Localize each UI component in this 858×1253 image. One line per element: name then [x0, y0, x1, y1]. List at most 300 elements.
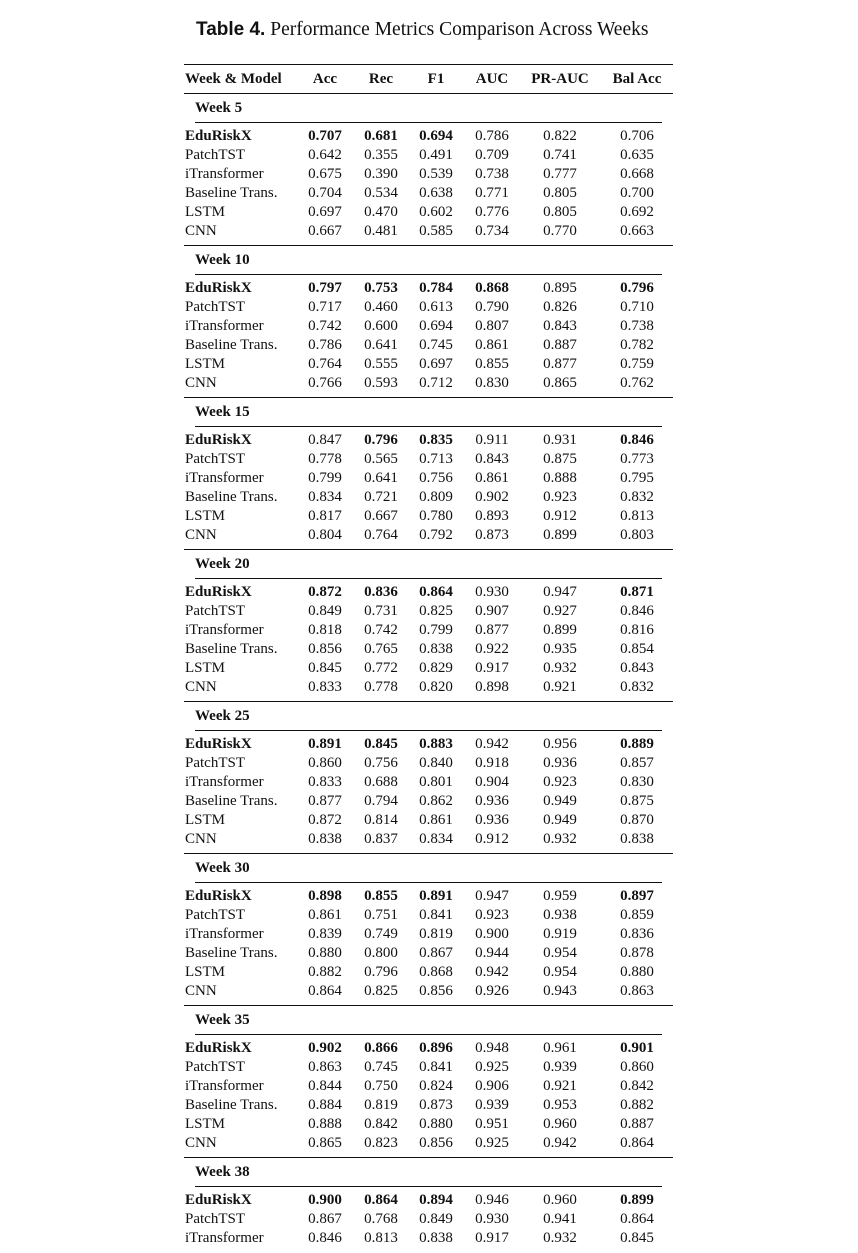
cell-rec: 0.842	[364, 1116, 398, 1132]
cell-auc: 0.906	[475, 1078, 509, 1094]
table-row	[184, 507, 673, 526]
cell-bal-acc: 0.864	[620, 1135, 654, 1151]
cell-auc: 0.947	[475, 888, 509, 904]
table-row	[184, 1039, 673, 1058]
model-name: LSTM	[185, 812, 226, 828]
model-name: PatchTST	[185, 299, 245, 315]
model-name: CNN	[185, 831, 217, 847]
cell-rec: 0.796	[364, 964, 398, 980]
cell-rec: 0.756	[364, 755, 398, 771]
table-row	[184, 602, 673, 621]
cell-bal-acc: 0.880	[620, 964, 654, 980]
cell-pr-auc: 0.941	[543, 1211, 577, 1227]
cell-acc: 0.707	[308, 128, 342, 144]
cell-bal-acc: 0.762	[620, 375, 654, 391]
cell-rec: 0.688	[364, 774, 398, 790]
cell-bal-acc: 0.843	[620, 660, 654, 676]
table-row	[184, 1077, 673, 1096]
table-header-row	[184, 65, 673, 94]
header-auc: AUC	[475, 71, 509, 87]
table-row	[184, 811, 673, 830]
cell-auc: 0.917	[475, 1230, 509, 1246]
cell-f1: 0.799	[419, 622, 453, 638]
model-name: Baseline Trans.	[185, 793, 278, 809]
model-name: PatchTST	[185, 907, 245, 923]
cell-auc: 0.948	[475, 1040, 509, 1056]
group-title: Week 25	[195, 708, 250, 724]
model-name: LSTM	[185, 964, 226, 980]
week-group	[184, 549, 673, 701]
model-name: Baseline Trans.	[185, 489, 278, 505]
cell-f1: 0.856	[419, 983, 453, 999]
cell-bal-acc: 0.901	[620, 1040, 654, 1056]
table-row	[184, 146, 673, 165]
model-name: Baseline Trans.	[185, 641, 278, 657]
table-row	[184, 374, 673, 393]
cell-pr-auc: 0.822	[543, 128, 577, 144]
cell-auc: 0.911	[475, 432, 509, 448]
model-name: PatchTST	[185, 755, 245, 771]
cell-bal-acc: 0.832	[620, 489, 654, 505]
cell-acc: 0.818	[308, 622, 342, 638]
cell-bal-acc: 0.846	[620, 603, 654, 619]
table-row	[184, 773, 673, 792]
header-week-model: Week & Model	[185, 71, 282, 87]
cell-f1: 0.896	[419, 1040, 453, 1056]
cell-rec: 0.864	[364, 1192, 398, 1208]
cell-pr-auc: 0.805	[543, 204, 577, 220]
cell-bal-acc: 0.863	[620, 983, 654, 999]
cell-acc: 0.764	[308, 356, 342, 372]
cell-bal-acc: 0.871	[620, 584, 654, 600]
cell-pr-auc: 0.923	[543, 489, 577, 505]
cell-f1: 0.834	[419, 831, 453, 847]
table-row	[184, 830, 673, 849]
cell-f1: 0.745	[419, 337, 453, 353]
cell-bal-acc: 0.838	[620, 831, 654, 847]
cell-auc: 0.786	[475, 128, 509, 144]
cell-rec: 0.825	[364, 983, 398, 999]
table-row	[184, 279, 673, 298]
cell-pr-auc: 0.959	[543, 888, 577, 904]
cell-rec: 0.768	[364, 1211, 398, 1227]
cell-auc: 0.861	[475, 337, 509, 353]
cell-pr-auc: 0.935	[543, 641, 577, 657]
cell-acc: 0.884	[308, 1097, 342, 1113]
cell-bal-acc: 0.795	[620, 470, 654, 486]
cell-pr-auc: 0.939	[543, 1059, 577, 1075]
model-name: CNN	[185, 1135, 217, 1151]
cell-bal-acc: 0.854	[620, 641, 654, 657]
cell-f1: 0.856	[419, 1135, 453, 1151]
cell-bal-acc: 0.832	[620, 679, 654, 695]
cell-bal-acc: 0.897	[620, 888, 654, 904]
cell-rec: 0.837	[364, 831, 398, 847]
cell-acc: 0.880	[308, 945, 342, 961]
cell-rec: 0.355	[364, 147, 398, 163]
group-title-row	[184, 854, 673, 882]
cell-auc: 0.942	[475, 964, 509, 980]
table-row	[184, 925, 673, 944]
cell-acc: 0.861	[308, 907, 342, 923]
cell-bal-acc: 0.759	[620, 356, 654, 372]
cell-auc: 0.925	[475, 1059, 509, 1075]
model-name: iTransformer	[185, 1078, 264, 1094]
table-row	[184, 944, 673, 963]
model-name: EduRiskX	[185, 1192, 252, 1208]
cell-auc: 0.930	[475, 1211, 509, 1227]
week-group	[184, 1005, 673, 1157]
table-row	[184, 184, 673, 203]
week-group	[184, 853, 673, 1005]
cell-rec: 0.390	[364, 166, 398, 182]
cell-rec: 0.470	[364, 204, 398, 220]
cell-auc: 0.944	[475, 945, 509, 961]
cell-rec: 0.731	[364, 603, 398, 619]
cell-f1: 0.613	[419, 299, 453, 315]
cell-pr-auc: 0.936	[543, 755, 577, 771]
table-row	[184, 792, 673, 811]
cell-auc: 0.790	[475, 299, 509, 315]
cell-auc: 0.877	[475, 622, 509, 638]
table-row	[184, 906, 673, 925]
cell-pr-auc: 0.770	[543, 223, 577, 239]
table-caption	[196, 19, 648, 41]
header-acc: Acc	[312, 71, 338, 87]
table-row	[184, 526, 673, 545]
cell-pr-auc: 0.960	[543, 1116, 577, 1132]
week-group	[184, 397, 673, 549]
table-row	[184, 203, 673, 222]
cell-acc: 0.675	[308, 166, 342, 182]
cell-rec: 0.796	[364, 432, 398, 448]
cell-bal-acc: 0.830	[620, 774, 654, 790]
cell-acc: 0.834	[308, 489, 342, 505]
group-rows	[184, 1187, 673, 1252]
cell-acc: 0.846	[308, 1230, 342, 1246]
table-row	[184, 317, 673, 336]
model-name: CNN	[185, 223, 217, 239]
cell-bal-acc: 0.803	[620, 527, 654, 543]
cell-acc: 0.704	[308, 185, 342, 201]
cell-pr-auc: 0.923	[543, 774, 577, 790]
model-name: EduRiskX	[185, 584, 252, 600]
model-name: EduRiskX	[185, 128, 252, 144]
cell-pr-auc: 0.887	[543, 337, 577, 353]
cell-acc: 0.867	[308, 1211, 342, 1227]
group-title: Week 15	[195, 404, 250, 420]
table-row	[184, 165, 673, 184]
table-row	[184, 355, 673, 374]
cell-pr-auc: 0.931	[543, 432, 577, 448]
table-row	[184, 621, 673, 640]
group-title: Week 10	[195, 252, 250, 268]
cell-pr-auc: 0.960	[543, 1192, 577, 1208]
cell-auc: 0.936	[475, 812, 509, 828]
cell-acc: 0.882	[308, 964, 342, 980]
cell-acc: 0.863	[308, 1059, 342, 1075]
model-name: LSTM	[185, 1116, 226, 1132]
table-row	[184, 887, 673, 906]
cell-auc: 0.898	[475, 679, 509, 695]
cell-acc: 0.872	[308, 584, 342, 600]
cell-f1: 0.835	[419, 432, 453, 448]
cell-bal-acc: 0.813	[620, 508, 654, 524]
cell-auc: 0.873	[475, 527, 509, 543]
cell-auc: 0.912	[475, 831, 509, 847]
table-body	[184, 94, 673, 1252]
cell-f1: 0.891	[419, 888, 453, 904]
model-name: iTransformer	[185, 774, 264, 790]
model-name: LSTM	[185, 204, 226, 220]
model-name: CNN	[185, 527, 217, 543]
cell-auc: 0.776	[475, 204, 509, 220]
cell-pr-auc: 0.805	[543, 185, 577, 201]
cell-f1: 0.713	[419, 451, 453, 467]
header-pr-auc: PR-AUC	[531, 71, 589, 87]
cell-auc: 0.861	[475, 470, 509, 486]
cell-acc: 0.860	[308, 755, 342, 771]
cell-acc: 0.786	[308, 337, 342, 353]
cell-pr-auc: 0.741	[543, 147, 577, 163]
model-name: iTransformer	[185, 622, 264, 638]
cell-rec: 0.819	[364, 1097, 398, 1113]
cell-f1: 0.868	[419, 964, 453, 980]
cell-bal-acc: 0.663	[620, 223, 654, 239]
group-rows	[184, 731, 673, 853]
table-row	[184, 1096, 673, 1115]
cell-auc: 0.926	[475, 983, 509, 999]
cell-auc: 0.709	[475, 147, 509, 163]
cell-f1: 0.867	[419, 945, 453, 961]
cell-auc: 0.904	[475, 774, 509, 790]
group-title-row	[184, 702, 673, 730]
cell-f1: 0.792	[419, 527, 453, 543]
cell-pr-auc: 0.956	[543, 736, 577, 752]
cell-acc: 0.742	[308, 318, 342, 334]
cell-pr-auc: 0.919	[543, 926, 577, 942]
cell-bal-acc: 0.857	[620, 755, 654, 771]
cell-pr-auc: 0.932	[543, 831, 577, 847]
week-group	[184, 245, 673, 397]
cell-acc: 0.865	[308, 1135, 342, 1151]
group-title: Week 35	[195, 1012, 250, 1028]
cell-pr-auc: 0.912	[543, 508, 577, 524]
cell-bal-acc: 0.796	[620, 280, 654, 296]
cell-bal-acc: 0.773	[620, 451, 654, 467]
model-name: iTransformer	[185, 926, 264, 942]
model-name: iTransformer	[185, 1230, 264, 1246]
table-row	[184, 450, 673, 469]
cell-f1: 0.824	[419, 1078, 453, 1094]
cell-acc: 0.799	[308, 470, 342, 486]
cell-rec: 0.800	[364, 945, 398, 961]
group-rows	[184, 427, 673, 549]
group-rows	[184, 123, 673, 245]
cell-rec: 0.742	[364, 622, 398, 638]
table-caption-text: Performance Metrics Comparison Across Weeks	[270, 19, 649, 40]
cell-acc: 0.717	[308, 299, 342, 315]
cell-rec: 0.565	[364, 451, 398, 467]
cell-rec: 0.751	[364, 907, 398, 923]
cell-rec: 0.600	[364, 318, 398, 334]
cell-f1: 0.819	[419, 926, 453, 942]
model-name: Baseline Trans.	[185, 337, 278, 353]
cell-rec: 0.814	[364, 812, 398, 828]
cell-f1: 0.841	[419, 907, 453, 923]
cell-pr-auc: 0.899	[543, 622, 577, 638]
cell-pr-auc: 0.954	[543, 964, 577, 980]
group-rows	[184, 1035, 673, 1157]
cell-rec: 0.753	[364, 280, 398, 296]
cell-f1: 0.864	[419, 584, 453, 600]
model-name: iTransformer	[185, 470, 264, 486]
group-title-row	[184, 1158, 673, 1186]
cell-acc: 0.864	[308, 983, 342, 999]
table-caption-label: Table 4.	[196, 19, 266, 40]
cell-auc: 0.893	[475, 508, 509, 524]
cell-pr-auc: 0.921	[543, 679, 577, 695]
cell-pr-auc: 0.877	[543, 356, 577, 372]
cell-rec: 0.772	[364, 660, 398, 676]
cell-bal-acc: 0.738	[620, 318, 654, 334]
cell-f1: 0.838	[419, 1230, 453, 1246]
model-name: iTransformer	[185, 318, 264, 334]
cell-rec: 0.593	[364, 375, 398, 391]
table-row	[184, 583, 673, 602]
cell-f1: 0.861	[419, 812, 453, 828]
cell-f1: 0.873	[419, 1097, 453, 1113]
cell-rec: 0.534	[364, 185, 398, 201]
cell-pr-auc: 0.961	[543, 1040, 577, 1056]
cell-bal-acc: 0.692	[620, 204, 654, 220]
cell-rec: 0.481	[364, 223, 398, 239]
group-title: Week 30	[195, 860, 250, 876]
cell-pr-auc: 0.888	[543, 470, 577, 486]
cell-bal-acc: 0.700	[620, 185, 654, 201]
group-title: Week 5	[195, 100, 243, 116]
cell-acc: 0.877	[308, 793, 342, 809]
table-row	[184, 488, 673, 507]
cell-auc: 0.939	[475, 1097, 509, 1113]
cell-f1: 0.880	[419, 1116, 453, 1132]
cell-rec: 0.813	[364, 1230, 398, 1246]
cell-f1: 0.840	[419, 755, 453, 771]
cell-f1: 0.825	[419, 603, 453, 619]
cell-f1: 0.602	[419, 204, 453, 220]
cell-auc: 0.922	[475, 641, 509, 657]
cell-bal-acc: 0.859	[620, 907, 654, 923]
group-rows	[184, 883, 673, 1005]
cell-auc: 0.918	[475, 755, 509, 771]
cell-rec: 0.681	[364, 128, 398, 144]
table-row	[184, 298, 673, 317]
group-title-row	[184, 550, 673, 578]
table-row	[184, 640, 673, 659]
table-row	[184, 127, 673, 146]
cell-f1: 0.841	[419, 1059, 453, 1075]
cell-f1: 0.883	[419, 736, 453, 752]
table-row	[184, 678, 673, 697]
cell-pr-auc: 0.949	[543, 812, 577, 828]
cell-rec: 0.765	[364, 641, 398, 657]
table-row	[184, 469, 673, 488]
table-row	[184, 659, 673, 678]
cell-acc: 0.844	[308, 1078, 342, 1094]
cell-f1: 0.838	[419, 641, 453, 657]
cell-rec: 0.745	[364, 1059, 398, 1075]
cell-bal-acc: 0.782	[620, 337, 654, 353]
cell-acc: 0.849	[308, 603, 342, 619]
cell-acc: 0.797	[308, 280, 342, 296]
cell-f1: 0.694	[419, 128, 453, 144]
header-bal-acc: Bal Acc	[612, 71, 662, 87]
cell-pr-auc: 0.943	[543, 983, 577, 999]
cell-auc: 0.734	[475, 223, 509, 239]
cell-pr-auc: 0.953	[543, 1097, 577, 1113]
cell-pr-auc: 0.954	[543, 945, 577, 961]
cell-rec: 0.845	[364, 736, 398, 752]
cell-bal-acc: 0.899	[620, 1192, 654, 1208]
cell-auc: 0.936	[475, 793, 509, 809]
model-name: EduRiskX	[185, 888, 252, 904]
cell-auc: 0.946	[475, 1192, 509, 1208]
cell-pr-auc: 0.826	[543, 299, 577, 315]
cell-f1: 0.697	[419, 356, 453, 372]
cell-rec: 0.749	[364, 926, 398, 942]
table-row	[184, 754, 673, 773]
group-title: Week 20	[195, 556, 250, 572]
cell-pr-auc: 0.932	[543, 1230, 577, 1246]
week-group	[184, 94, 673, 245]
cell-pr-auc: 0.949	[543, 793, 577, 809]
model-name: EduRiskX	[185, 1040, 252, 1056]
model-name: LSTM	[185, 508, 226, 524]
cell-rec: 0.555	[364, 356, 398, 372]
cell-acc: 0.839	[308, 926, 342, 942]
model-name: EduRiskX	[185, 432, 252, 448]
cell-auc: 0.902	[475, 489, 509, 505]
cell-acc: 0.838	[308, 831, 342, 847]
cell-auc: 0.925	[475, 1135, 509, 1151]
cell-auc: 0.907	[475, 603, 509, 619]
model-name: EduRiskX	[185, 736, 252, 752]
cell-rec: 0.750	[364, 1078, 398, 1094]
cell-f1: 0.780	[419, 508, 453, 524]
cell-rec: 0.721	[364, 489, 398, 505]
cell-auc: 0.900	[475, 926, 509, 942]
cell-pr-auc: 0.932	[543, 660, 577, 676]
cell-acc: 0.778	[308, 451, 342, 467]
header-rec: Rec	[368, 71, 394, 87]
cell-acc: 0.902	[308, 1040, 342, 1056]
cell-f1: 0.756	[419, 470, 453, 486]
cell-pr-auc: 0.865	[543, 375, 577, 391]
cell-rec: 0.641	[364, 337, 398, 353]
group-rows	[184, 579, 673, 701]
cell-bal-acc: 0.842	[620, 1078, 654, 1094]
cell-rec: 0.855	[364, 888, 398, 904]
cell-bal-acc: 0.875	[620, 793, 654, 809]
cell-acc: 0.804	[308, 527, 342, 543]
cell-f1: 0.801	[419, 774, 453, 790]
cell-bal-acc: 0.870	[620, 812, 654, 828]
cell-pr-auc: 0.895	[543, 280, 577, 296]
cell-f1: 0.585	[419, 223, 453, 239]
cell-rec: 0.667	[364, 508, 398, 524]
cell-auc: 0.830	[475, 375, 509, 391]
cell-bal-acc: 0.710	[620, 299, 654, 315]
